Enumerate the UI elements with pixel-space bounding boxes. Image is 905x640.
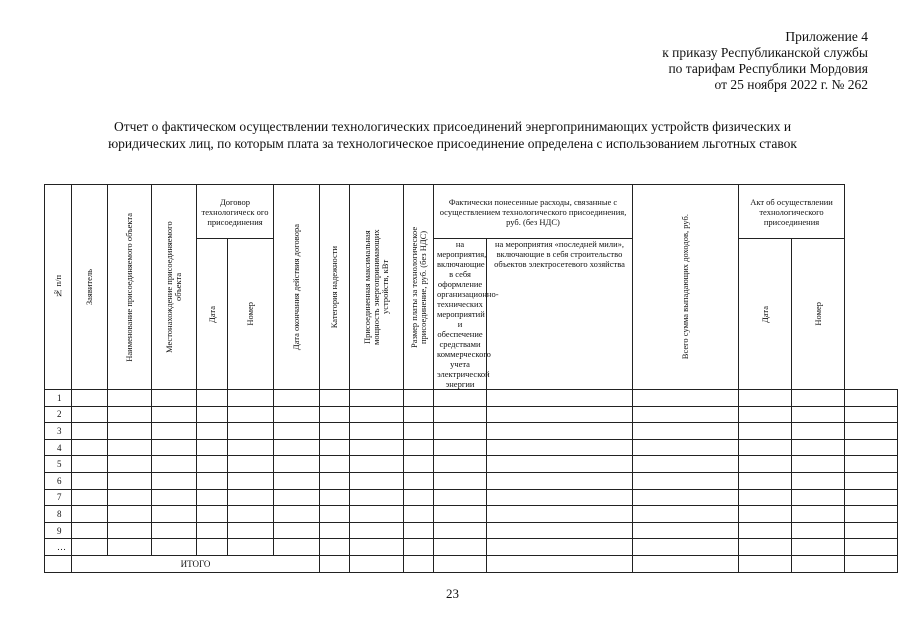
col-header-max-power: Присоединенная максимальная мощность энергопринимающих устройств, кВт	[350, 185, 404, 390]
table-row	[45, 539, 898, 556]
table-row	[45, 489, 898, 506]
table-row	[45, 406, 898, 423]
table-row	[45, 522, 898, 539]
row-number: 1	[45, 390, 72, 407]
report-table	[44, 184, 898, 573]
table-row	[45, 439, 898, 456]
row-number: 6	[45, 472, 72, 489]
table-row	[45, 423, 898, 440]
row-number: 4	[45, 439, 72, 456]
row-number: 7	[45, 489, 72, 506]
table-row	[45, 456, 898, 473]
row-number: …	[45, 539, 72, 556]
col-header-object-location: Местонахождение присоединяемого объекта	[152, 185, 197, 390]
total-label: ИТОГО	[72, 555, 320, 572]
row-number: 8	[45, 506, 72, 523]
col-header-expenses-last-mile: на мероприятия «последней мили», включающие в себя строительство объектов электросетевого хозяйства	[487, 239, 633, 390]
appendix-line-2: к приказу Республиканской службы	[662, 45, 868, 60]
appendix-line-4: от 25 ноября 2022 г. № 262	[714, 77, 868, 92]
report-title	[40, 118, 865, 152]
row-number: 5	[45, 456, 72, 473]
col-header-expenses-group: Фактически понесенные расходы, связанные с осуществлением технологического присоединения, руб. (без НДС)	[434, 185, 633, 239]
col-header-fee: Размер платы за технологическое присоединение, руб. (без НДС)	[404, 185, 434, 390]
col-header-expenses-org: на мероприятия, включающие в себя оформление организационно-технических мероприятий и обеспечение средствами коммерческого учета электрической энергии	[434, 239, 487, 390]
col-header-act-number: Номер	[792, 239, 845, 390]
appendix-header	[662, 29, 868, 93]
appendix-line-1: Приложение 4	[785, 29, 868, 44]
col-header-contract-number: Номер	[228, 239, 274, 390]
col-header-lost-income: Всего сумма выпадающих доходов, руб.	[633, 185, 739, 390]
col-header-act-group: Акт об осуществлении технологического присоединения	[739, 185, 845, 239]
table-row	[45, 390, 898, 407]
col-header-applicant: Заявитель	[72, 185, 108, 390]
col-header-contract-group: Договор технологическ ого присоединения	[197, 185, 274, 239]
table-row	[45, 506, 898, 523]
appendix-line-3: по тарифам Республики Мордовия	[668, 61, 868, 76]
col-header-act-date: Дата	[739, 239, 792, 390]
col-header-contract-end: Дата окончания действия договора	[274, 185, 320, 390]
row-number: 9	[45, 522, 72, 539]
col-header-object-name: Наименование присоединяемого объекта	[108, 185, 152, 390]
col-header-num: № п/п	[45, 185, 72, 390]
col-header-contract-date: Дата	[197, 239, 228, 390]
page-number: 23	[446, 586, 459, 601]
report-title-line-1: Отчет о фактическом осуществлении технологических присоединений энергопринимающих устройств физических и	[113, 119, 792, 134]
col-header-reliability: Категория надежности	[320, 185, 350, 390]
report-title-line-2: юридических лиц, по которым плата за технологическое присоединение определена с использованием льготных ставок	[108, 136, 797, 151]
total-row	[45, 555, 898, 572]
row-number: 2	[45, 406, 72, 423]
table-row	[45, 472, 898, 489]
row-number: 3	[45, 423, 72, 440]
